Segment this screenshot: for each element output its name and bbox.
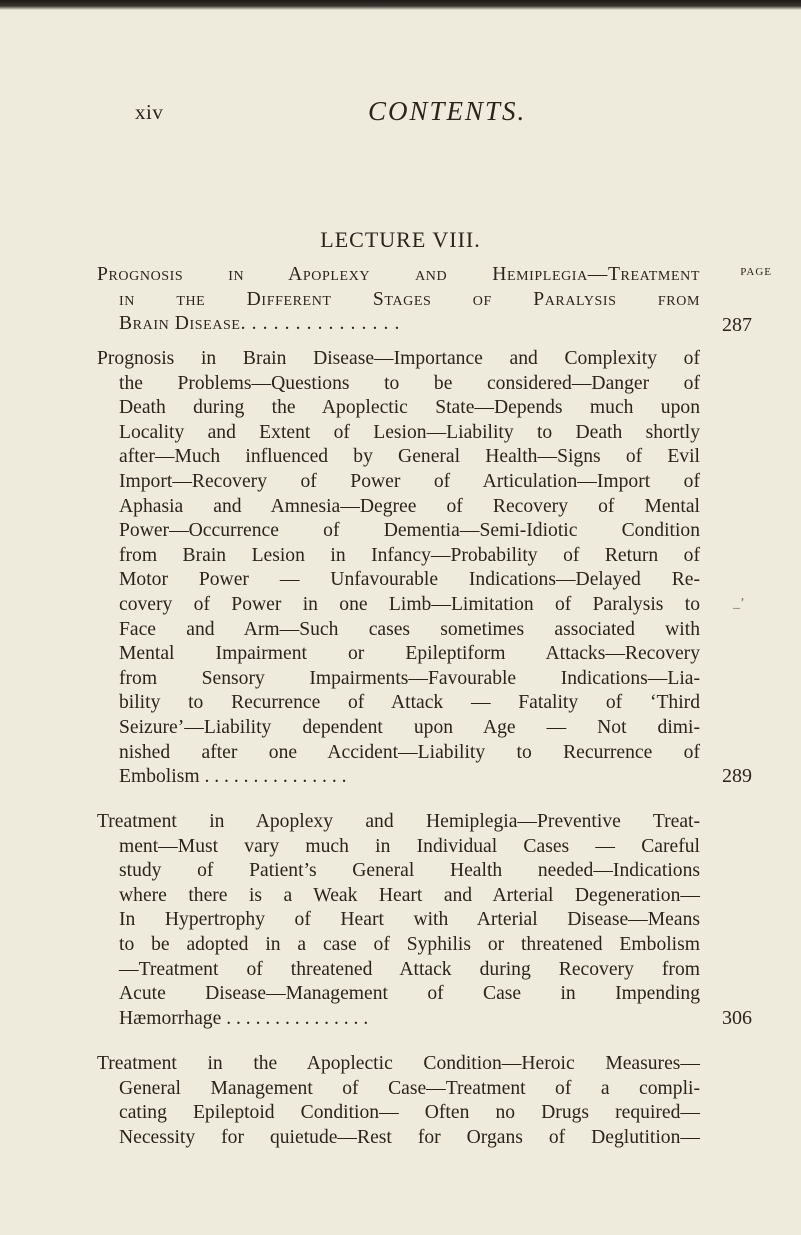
entry-line: study of Patient’s General Health needed—Indications xyxy=(119,860,700,882)
contents-entry-treatment-preventive xyxy=(97,810,700,1031)
page-folio: xiv xyxy=(135,100,164,124)
entry-line: bility to Recurrence of Attack — Fatality of ‘Third xyxy=(119,692,700,714)
entry-line: Power—Occurrence of Dementia—Semi-Idiotic Condition xyxy=(119,520,700,542)
entry-line: Treatment in Apoplexy and Hemiplegia—Preventive Treat- xyxy=(97,811,700,832)
entry-line: Treatment in the Apoplectic Condition—Heroic Measures— xyxy=(97,1053,700,1074)
entry-line: from Sensory Impairments—Favourable Indications—Lia- xyxy=(119,667,700,689)
lecture-title: LECTURE VIII. xyxy=(320,227,481,252)
running-head xyxy=(0,96,801,140)
entry-line: Aphasia and Amnesia—Degree of Recovery of Mental xyxy=(119,495,700,517)
entry-line: General Management of Case—Treatment of a compli- xyxy=(119,1077,700,1099)
entry-line: Import—Recovery of Power of Articulation—Import of xyxy=(119,470,700,492)
entry-line: the Problems—Questions to be considered—Danger of xyxy=(119,372,700,394)
entry-line: to be adopted in a case of Syphilis or threatened Embolism xyxy=(119,933,700,955)
contents-entry-treatment-apoplectic xyxy=(97,1052,700,1150)
entry-line: Acute Disease—Management of Case in Impending xyxy=(119,983,700,1005)
entry-line: Prognosis in Brain Disease—Importance and Complexity of xyxy=(97,348,700,369)
entry-line: —Treatment of threatened Attack during Recovery from xyxy=(119,958,700,980)
entry-line: cating Epileptoid Condition— Often no Drugs required— xyxy=(119,1102,700,1124)
entry-line: Necessity for quietude—Rest for Organs of Deglutition— xyxy=(119,1126,700,1148)
entry-line: Face and Arm—Such cases sometimes associated with xyxy=(119,618,700,640)
entry-line: Mental Impairment or Epileptiform Attacks—Recovery xyxy=(119,643,700,665)
page-number: 306 xyxy=(722,1007,752,1029)
entry-line: Prognosis in Apoplexy and Hemiplegia—Treatment xyxy=(97,264,700,285)
entry-line: Locality and Extent of Lesion—Liability to Death shortly xyxy=(119,421,700,443)
entry-line: from Brain Lesion in Infancy—Probability of Return of xyxy=(119,544,700,566)
section-heading xyxy=(97,263,700,337)
page-number: 289 xyxy=(722,765,752,787)
entry-line: Hæmorrhage . . . . . . . . . . . . . . . xyxy=(119,1007,369,1029)
page-number: 287 xyxy=(722,314,752,336)
entry-line: Seizure’—Liability dependent upon Age — Not dimi- xyxy=(119,716,700,738)
entry-line: Motor Power — Unfavourable Indications—Delayed Re- xyxy=(119,569,700,591)
page-top-edge xyxy=(0,0,801,10)
entry-line: covery of Power in one Limb—Limitation of Paralysis to xyxy=(119,593,700,615)
margin-mark: _’ xyxy=(733,596,745,611)
contents-entry-prognosis xyxy=(97,347,700,790)
entry-line: Death during the Apoplectic State—Depends much upon xyxy=(119,397,700,419)
entry-line: In Hypertrophy of Heart with Arterial Disease—Means xyxy=(119,909,700,931)
running-title: CONTENTS. xyxy=(368,96,527,126)
entry-line: ment—Must vary much in Individual Cases — Careful xyxy=(119,835,700,857)
entry-line: nished after one Accident—Liability to Recurrence of xyxy=(119,741,700,763)
page-column-label: PAGE xyxy=(740,266,772,278)
entry-line: in the Different Stages of Paralysis from xyxy=(119,288,700,310)
entry-line: Brain Disease. . . . . . . . . . . . . . . xyxy=(119,313,401,335)
entry-line: after—Much influenced by General Health—Signs of Evil xyxy=(119,446,700,468)
entry-line: Embolism . . . . . . . . . . . . . . . xyxy=(119,766,347,788)
entry-line: where there is a Weak Heart and Arterial Degeneration— xyxy=(119,884,700,906)
